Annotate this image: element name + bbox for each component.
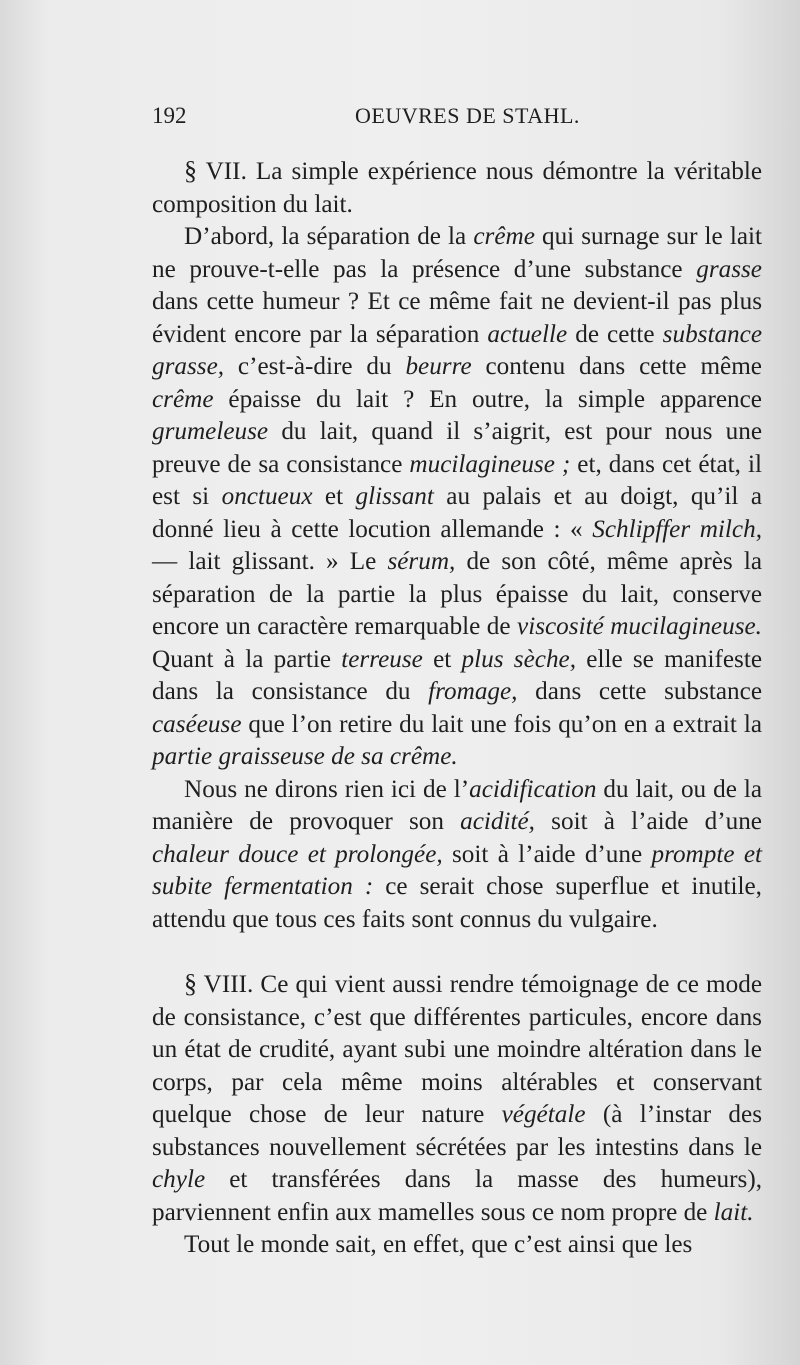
text-run: Quant à la partie [152, 645, 342, 673]
italic-run: crême [152, 385, 214, 413]
section-vii-paragraph [152, 155, 762, 221]
text-run: contenu dans cette même [471, 353, 762, 380]
paragraph-continuation: Tout le monde sait, en effet, que c’est ainsi que les [184, 1231, 693, 1258]
text-run: — lait glissant. » Le [152, 548, 388, 575]
text-run: dans cette humeur ? Et ce même fait ne devient-il pas plus évident encore par la séparation [152, 288, 762, 348]
text-run: épaisse du lait ? En outre, la simple apparence [213, 385, 762, 413]
text-run: elle se manifeste dans la consistance du [152, 645, 763, 705]
section-vii-text: La simple expérience nous démontre la véritable composition du lait. [152, 158, 763, 218]
page-body [152, 155, 762, 1262]
text-run: que l’on retire du lait une fois qu’on en a extrait la [241, 710, 762, 738]
paragraph-cream-butter [152, 221, 762, 774]
italic-run: végétale [501, 1101, 586, 1128]
italic-run: lait. [713, 1198, 754, 1226]
italic-run: chaleur douce et prolongée, [152, 840, 443, 868]
text-run: dans cette substance [517, 678, 763, 705]
text-run: du lait, ou de la manière de provoquer son [152, 775, 763, 835]
italic-run: sérum, [387, 548, 456, 575]
italic-run: prompte et subite fermentation : [152, 840, 763, 900]
italic-run: actuelle [487, 320, 568, 348]
italic-run: Schlipffer milch, [592, 515, 762, 543]
text-run: et, dans cet état, il est si [152, 450, 762, 510]
text-run: Nous ne dirons rien ici de l’ [184, 775, 470, 803]
text-run: et [422, 645, 462, 673]
page-header [152, 103, 762, 133]
text-run: et [312, 483, 356, 510]
italic-run: substance grasse, [152, 320, 763, 380]
italic-run: beurre [405, 353, 472, 380]
italic-run: plus sèche, [461, 645, 577, 673]
text-run: soit à l’aide d’une [442, 840, 652, 868]
italic-run: caséeuse [152, 710, 242, 738]
text-run: qui surnage sur le lait ne prouve-t-elle pas la présence d’une substance [152, 223, 763, 283]
section-sign: § [184, 156, 197, 185]
paragraph-acidification [152, 774, 762, 937]
text-run: Ce qui vient aussi rendre témoignage de ce mode de consistance, c’est que différentes particules, encore dans un état de crudité, ayant subi une moindre altération dans le corps, par cela même moins altérables et conservant quelque chose de leur nature [152, 971, 762, 1128]
text-run: D’abord, la séparation de la [184, 223, 474, 250]
text-run: soit à l’aide d’une [534, 808, 762, 835]
text-run: de cette [567, 320, 663, 348]
italic-run: terreuse [341, 645, 423, 673]
italic-run: chyle [152, 1166, 206, 1193]
text-run: et transférées dans la masse des humeurs), parviennent enfin aux mamelles sous ce nom propre de [152, 1166, 762, 1226]
italic-run: acidité, [460, 808, 535, 835]
section-viii-label: VIII. [203, 971, 254, 998]
text-run: du lait, quand il s’aigrit, est pour nous une preuve de sa consistance [152, 418, 762, 478]
italic-run: acidification [469, 775, 597, 803]
text-run: ce serait chose superflue et inutile, attendu que tous ces faits sont connus du vulgaire. [152, 873, 762, 933]
section-sign: § [184, 969, 197, 998]
italic-run: viscosité mucilagineuse. [517, 613, 762, 640]
section-vii-label: VII. [205, 158, 247, 185]
running-title: OEUVRES DE STAHL. [355, 103, 580, 128]
text-run: de son côté, même après la séparation de la partie la plus épaisse du lait, conserve encore un caractère remarquable de [152, 548, 763, 640]
section-viii-paragraph [152, 968, 762, 1229]
italic-run: crême [473, 223, 535, 250]
italic-run: grasse [696, 255, 762, 283]
text-run: (à l’instar des substances nouvellement sécrétées par les intestins dans le [152, 1101, 762, 1161]
italic-run: partie graisseuse de sa crême. [152, 743, 458, 770]
italic-run: glissant [355, 483, 434, 510]
page-number: 192 [152, 103, 187, 128]
italic-run: fromage, [428, 678, 518, 705]
text-run: c’est-à-dire du [224, 353, 406, 380]
italic-run: onctueux [221, 483, 313, 510]
italic-run: mucilagineuse ; [409, 450, 571, 478]
text-run: au palais et au doigt, qu’il a donné lieu à cette locution allemande : « [152, 483, 762, 543]
italic-run: grumeleuse [152, 418, 269, 445]
